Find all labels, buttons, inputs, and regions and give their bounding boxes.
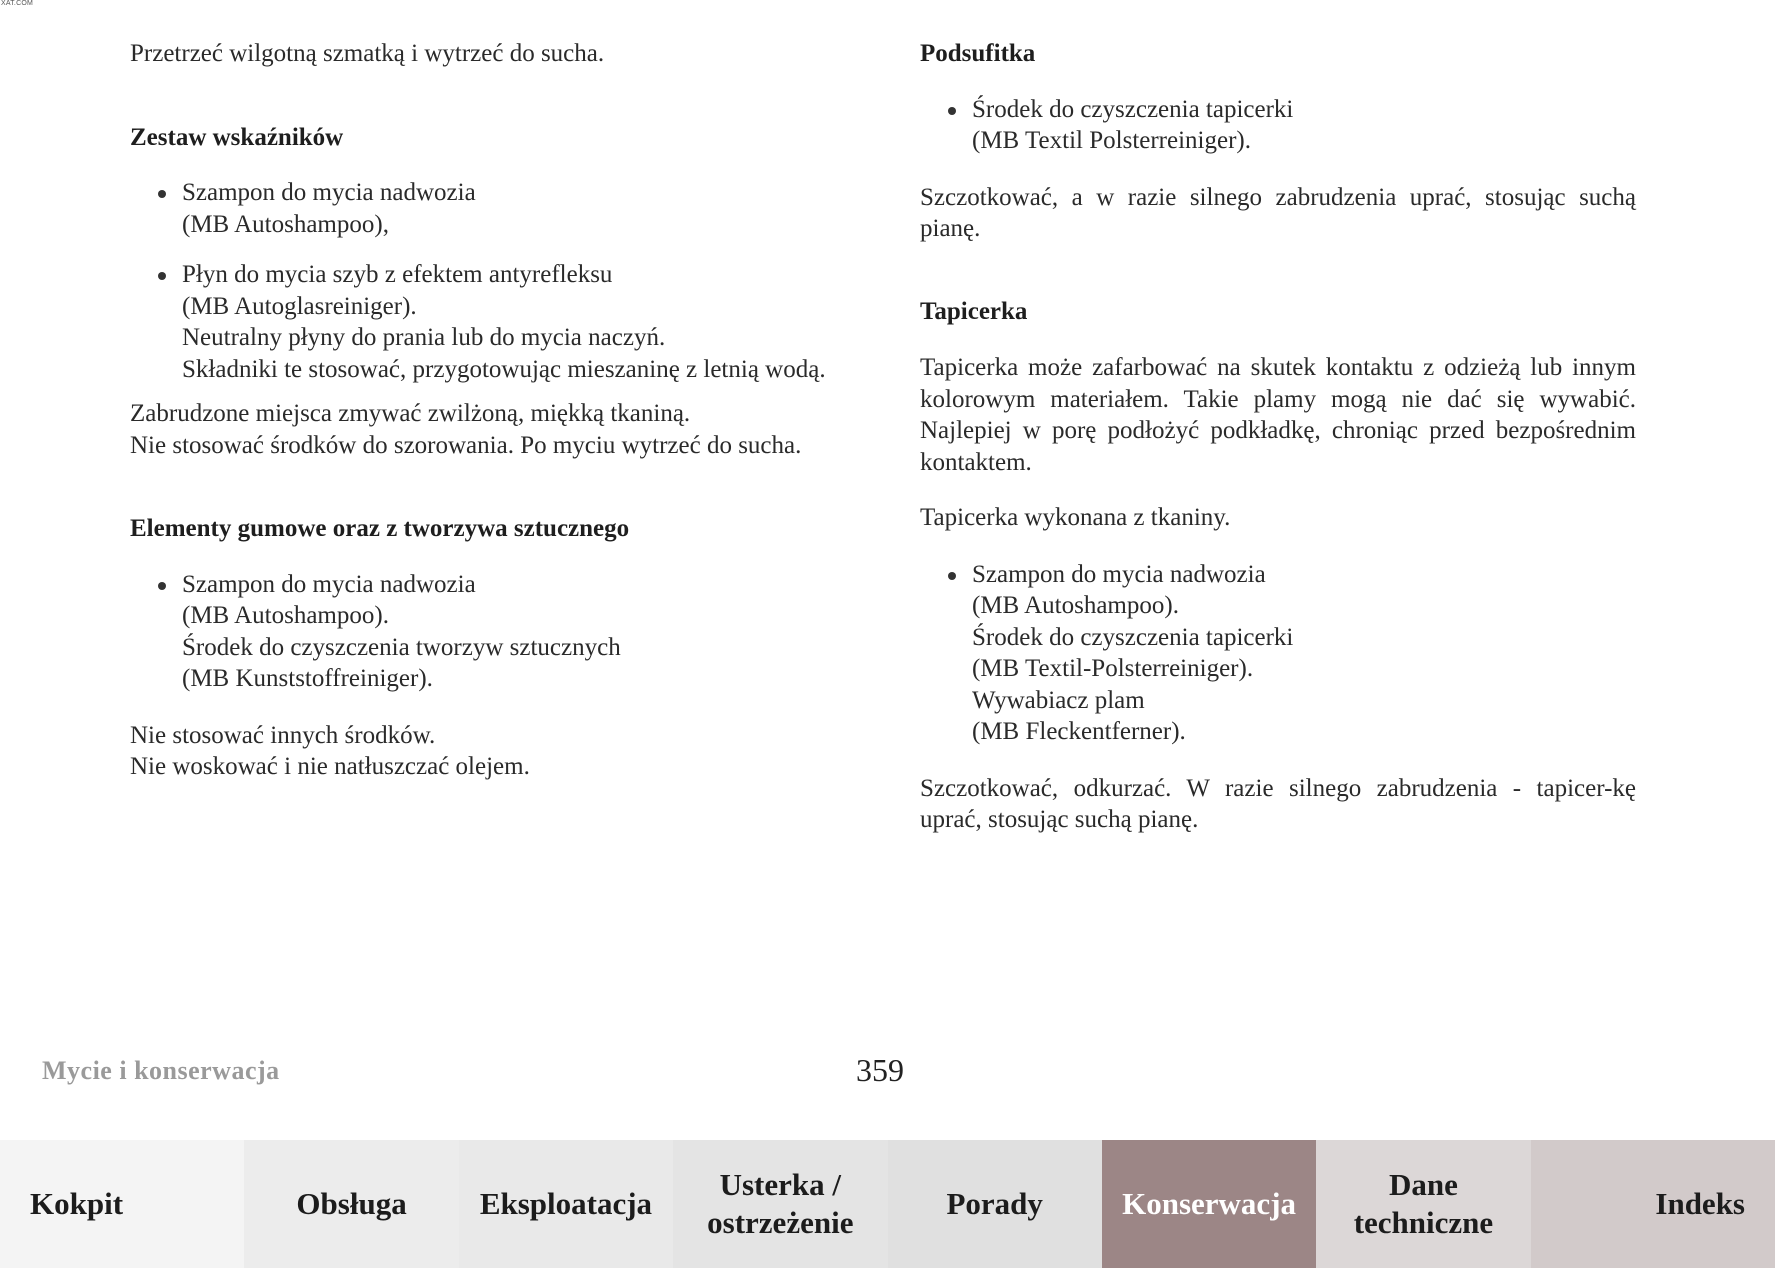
heading-tapicerka: Tapicerka (920, 297, 1028, 325)
left-column (130, 38, 846, 783)
list-item: Szampon do mycia nadwozia (MB Autoshampoo). Środek do czyszczenia tworzyw sztucznych (MB Kunststoffreiniger). (182, 569, 846, 695)
paragraph: Zabrudzone miejsca zmywać zwilżoną, miękką tkaniną. Nie stosować środków do szorowania. Po myciu wytrzeć do sucha. (130, 400, 802, 459)
heading-elementy-gumowe: Elementy gumowe oraz z tworzywa sztucznego (130, 515, 630, 542)
paragraph: Szczotkować, odkurzać. W razie silnego zabrudzenia - tapicer-kę uprać, stosując suchą pianę. (920, 774, 1636, 833)
tab-kokpit[interactable]: Kokpit (0, 1140, 244, 1268)
paragraph: Szczotkować, a w razie silnego zabrudzenia uprać, stosując suchą pianę. (920, 183, 1636, 242)
bullet-list (920, 559, 1636, 748)
tab-obsluga[interactable]: Obsługa (244, 1140, 458, 1268)
list-item: Płyn do mycia szyb z efektem antyrefleksu (MB Autoglasreiniger). Neutralny płyny do prania lub do mycia naczyń. Składniki te stosować, przygotowując mieszaninę z letnią wodą. (182, 259, 846, 385)
bullet-list (130, 177, 846, 385)
tab-konserwacja[interactable]: Konserwacja (1102, 1140, 1316, 1268)
bullet-list (130, 569, 846, 695)
list-item: Środek do czyszczenia tapicerki (MB Textil Polsterreiniger). (972, 94, 1636, 157)
heading-zestaw-wskaznikow: Zestaw wskaźników (130, 123, 344, 151)
tab-eksploatacja[interactable]: Eksploatacja (459, 1140, 673, 1268)
section-title: Mycie i konserwacja (42, 1056, 280, 1085)
tab-indeks[interactable]: Indeks (1531, 1140, 1775, 1268)
paragraph: Tapicerka wykonana z tkaniny. (920, 504, 1231, 531)
page-number: 359 (856, 1052, 904, 1088)
bullet-list (920, 94, 1636, 157)
tab-porady[interactable]: Porady (888, 1140, 1102, 1268)
list-item: Szampon do mycia nadwozia (MB Autoshampoo). Środek do czyszczenia tapicerki (MB Textil-Polsterreiniger). Wywabiacz plam (MB Fleckentferner). (972, 559, 1636, 748)
paragraph: Nie stosować innych środków. Nie woskować i nie natłuszczać olejem. (130, 721, 530, 780)
list-item: Szampon do mycia nadwozia (MB Autoshampoo), (182, 177, 846, 240)
tab-dane-techniczne[interactable]: Dane techniczne (1316, 1140, 1530, 1268)
watermark: XAT.COM (1, 0, 33, 7)
right-column (920, 38, 1636, 836)
intro-text: Przetrzeć wilgotną szmatką i wytrzeć do sucha. (130, 40, 605, 67)
tab-usterka-ostrzezenie[interactable]: Usterka / ostrzeżenie (673, 1140, 887, 1268)
chapter-nav (0, 1140, 1775, 1268)
paragraph: Tapicerka może zafarbować na skutek kontaktu z odzieżą lub innym kolorowym materiałem. Takie plamy mogą nie dać się wywabić. Najlepiej w porę podłożyć podkładkę, chroniąc przed bezpośrednim kontaktem. (920, 354, 1636, 476)
heading-podsufitka: Podsufitka (920, 40, 1036, 67)
